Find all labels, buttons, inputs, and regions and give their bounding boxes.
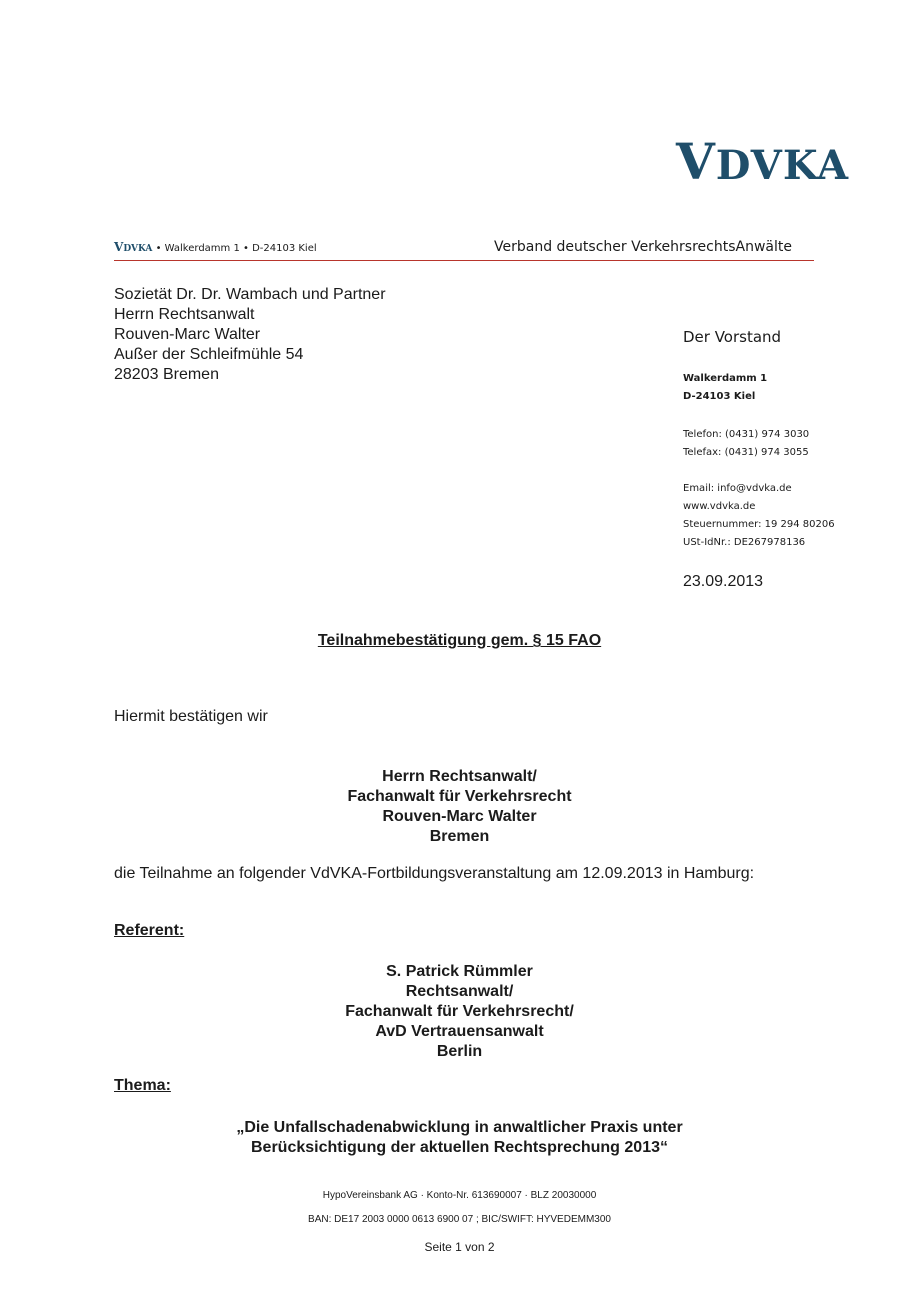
website: www.vdvka.de [683, 501, 756, 512]
letter-date: 23.09.2013 [683, 573, 764, 590]
contact-phone [683, 426, 809, 462]
vdvka-logo [676, 132, 849, 191]
topic-block [0, 1118, 919, 1158]
participant-line: Herrn Rechtsanwalt/ [382, 768, 537, 785]
association-address [683, 370, 767, 406]
topic-line: „Die Unfallschadenabwicklung in anwaltlicher Praxis unter [236, 1119, 683, 1136]
intro-text: Hiermit bestätigen wir [114, 708, 268, 725]
referent-block [0, 962, 919, 1062]
logo-letters-dvka: DVKA [715, 142, 849, 189]
participant-line: Rouven-Marc Walter [382, 808, 537, 825]
recipient-line: 28203 Bremen [114, 366, 219, 383]
event-line: die Teilnahme an folgender VdVKA-Fortbildungsveranstaltung am 12.09.2013 in Hamburg: [114, 865, 755, 882]
topic-heading: Thema: [114, 1077, 171, 1094]
logo-letter-v: V [676, 132, 716, 191]
header-divider [114, 260, 814, 261]
topic-line: Berücksichtigung der aktuellen Rechtsprechung 2013“ [250, 1139, 668, 1156]
sender-logo-v: V [114, 240, 124, 254]
referent-line: S. Patrick Rümmler [386, 963, 533, 980]
city: D-24103 Kiel [683, 391, 756, 402]
sender-address: • Walkerdamm 1 • D-24103 Kiel [152, 243, 317, 254]
recipient-line: Sozietät Dr. Dr. Wambach und Partner [114, 286, 386, 303]
contact-web [683, 480, 835, 552]
referent-line: Rechtsanwalt/ [405, 983, 514, 1000]
page-number: Seite 1 von 2 [424, 1240, 495, 1254]
email: Email: info@vdvka.de [683, 483, 792, 494]
board-label: Der Vorstand [683, 328, 782, 346]
recipient-line: Rouven-Marc Walter [114, 326, 261, 343]
vat-id: USt-IdNr.: DE267978136 [683, 537, 806, 548]
association-name: Verband deutscher VerkehrsrechtsAnwälte [494, 239, 792, 255]
sender-logo-dvka: DVKA [123, 244, 153, 254]
sender-logo [114, 240, 152, 254]
participant-line: Fachanwalt für Verkehrsrecht [347, 788, 572, 805]
recipient-line: Herrn Rechtsanwalt [114, 306, 255, 323]
recipient-line: Außer der Schleifmühle 54 [114, 346, 304, 363]
street: Walkerdamm 1 [683, 373, 768, 384]
tax-number: Steuernummer: 19 294 80206 [683, 519, 835, 530]
sender-address-line [114, 240, 317, 254]
referent-line: AvD Vertrauensanwalt [375, 1023, 544, 1040]
fax: Telefax: (0431) 974 3055 [683, 447, 809, 458]
participant-line: Bremen [429, 828, 490, 845]
recipient-address [114, 285, 386, 385]
iban-details: BAN: DE17 2003 0000 0613 6900 07 ; BIC/SWIFT: HYVEDEMM300 [308, 1214, 611, 1225]
bank-details: HypoVereinsbank AG · Konto-Nr. 613690007 · BLZ 20030000 [322, 1190, 597, 1201]
referent-line: Berlin [436, 1043, 483, 1060]
phone: Telefon: (0431) 974 3030 [683, 429, 810, 440]
referent-heading: Referent: [114, 922, 185, 939]
referent-line: Fachanwalt für Verkehrsrecht/ [345, 1003, 574, 1020]
document-title: Teilnahmebestätigung gem. § 15 FAO [317, 632, 602, 649]
participant-block [0, 767, 919, 847]
